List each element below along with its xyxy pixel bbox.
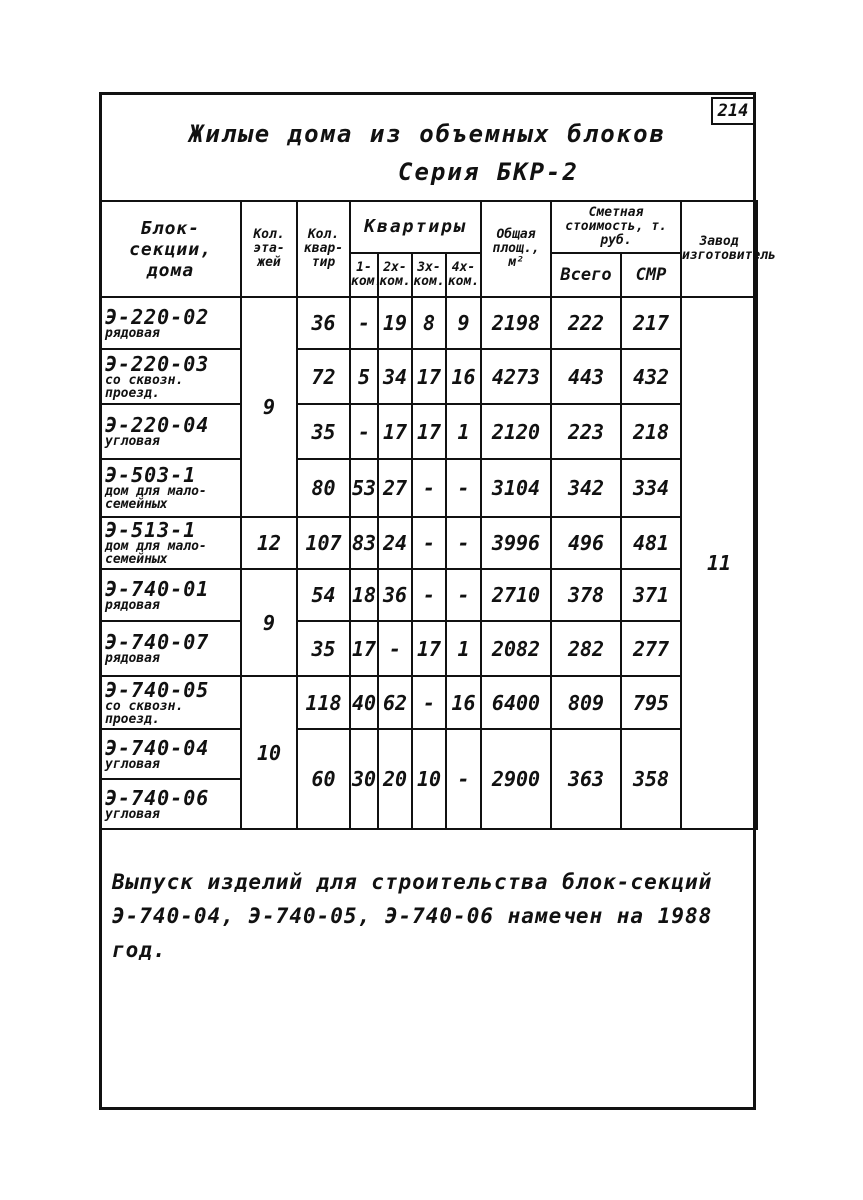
cost-smr-cell: 217: [621, 297, 681, 349]
cost-total-cell: 363: [551, 729, 621, 829]
apartments-cell: 36: [297, 297, 350, 349]
room3-cell: -: [412, 459, 446, 517]
area-cell: 2082: [481, 621, 551, 676]
header-floors: Кол. эта-жей: [241, 201, 297, 297]
room2-cell: 19: [378, 297, 412, 349]
block-name: Э-220-04 угловая: [100, 404, 241, 459]
room3-cell: -: [412, 569, 446, 621]
room1-cell: 83: [350, 517, 378, 569]
room3-cell: 17: [412, 404, 446, 459]
apartments-cell: 72: [297, 349, 350, 404]
series-title: Серия БКР-2: [398, 158, 579, 186]
header-total-area: Общая площ., м²: [481, 201, 551, 297]
floors-cell: 9: [241, 297, 297, 517]
header-apartments-count: Кол. квар-тир: [297, 201, 350, 297]
block-name: Э-740-01 рядовая: [100, 569, 241, 621]
apartments-cell: 118: [297, 676, 350, 729]
header-block-sections: Блок-секции, дома: [100, 201, 241, 297]
room1-cell: 18: [350, 569, 378, 621]
room3-cell: 17: [412, 621, 446, 676]
table-row: [100, 517, 757, 569]
table-row: [100, 459, 757, 517]
room4-cell: 9: [446, 297, 481, 349]
area-cell: 3104: [481, 459, 551, 517]
data-table: [99, 200, 776, 830]
block-name: Э-740-06 угловая: [100, 779, 241, 829]
header-manufacturer-plant: Завод изготовитель: [681, 201, 757, 297]
table-row: [100, 297, 757, 349]
table-row: [100, 676, 757, 729]
table-row: [100, 621, 757, 676]
room3-cell: -: [412, 517, 446, 569]
cost-total-cell: 443: [551, 349, 621, 404]
block-name: Э-220-03 со сквозн. проезд.: [100, 349, 241, 404]
room4-cell: 1: [446, 404, 481, 459]
room2-cell: 36: [378, 569, 412, 621]
apartments-cell: 80: [297, 459, 350, 517]
room4-cell: -: [446, 569, 481, 621]
cost-total-cell: 222: [551, 297, 621, 349]
area-cell: 4273: [481, 349, 551, 404]
room2-cell: 27: [378, 459, 412, 517]
area-cell: 2198: [481, 297, 551, 349]
area-cell: 6400: [481, 676, 551, 729]
room2-cell: 17: [378, 404, 412, 459]
room2-cell: 62: [378, 676, 412, 729]
table-row: [100, 729, 757, 779]
header-2-room: 2х-ком.: [378, 253, 412, 297]
room4-cell: -: [446, 517, 481, 569]
header-apartments: Квартиры: [350, 201, 481, 253]
floors-cell: 12: [241, 517, 297, 569]
room2-cell: 24: [378, 517, 412, 569]
plant-cell: 11: [681, 297, 757, 829]
table-row: [100, 404, 757, 459]
cost-smr-cell: 277: [621, 621, 681, 676]
header-1-room: 1-ком.: [350, 253, 378, 297]
footer-note: Выпуск изделий для строительства блок-секций Э-740-04, Э-740-05, Э-740-06 намечен на 1988 год.: [112, 870, 713, 962]
cost-smr-cell: 432: [621, 349, 681, 404]
room4-cell: -: [446, 459, 481, 517]
cost-total-cell: 282: [551, 621, 621, 676]
document-title: Жилые дома из объемных блоков: [188, 120, 667, 148]
area-cell: 2120: [481, 404, 551, 459]
block-name: Э-513-1 дом для мало-семейных: [100, 517, 241, 569]
room4-cell: 16: [446, 349, 481, 404]
apartments-cell: 35: [297, 621, 350, 676]
room1-cell: 40: [350, 676, 378, 729]
block-name: Э-220-02 рядовая: [100, 297, 241, 349]
block-name: Э-503-1 дом для мало-семейных: [100, 459, 241, 517]
cost-smr-cell: 371: [621, 569, 681, 621]
room1-cell: 53: [350, 459, 378, 517]
table-row: [100, 349, 757, 404]
room1-cell: -: [350, 297, 378, 349]
cost-smr-cell: 358: [621, 729, 681, 829]
floors-cell: 9: [241, 569, 297, 676]
room4-cell: 1: [446, 621, 481, 676]
room4-cell: 16: [446, 676, 481, 729]
cost-total-cell: 809: [551, 676, 621, 729]
room2-cell: 20: [378, 729, 412, 829]
block-name: Э-740-05 со сквозн. проезд.: [100, 676, 241, 729]
header-3-room: 3х-ком.: [412, 253, 446, 297]
header-cost-smr: СМР: [621, 253, 681, 297]
room2-cell: 34: [378, 349, 412, 404]
room1-cell: 5: [350, 349, 378, 404]
area-cell: 3996: [481, 517, 551, 569]
room3-cell: 17: [412, 349, 446, 404]
block-name: Э-740-04 угловая: [100, 729, 241, 779]
room3-cell: 10: [412, 729, 446, 829]
table-row: [100, 569, 757, 621]
cost-total-cell: 223: [551, 404, 621, 459]
cost-total-cell: 496: [551, 517, 621, 569]
room4-cell: -: [446, 729, 481, 829]
page-number: 214: [711, 97, 755, 125]
apartments-cell: 60: [297, 729, 350, 829]
header-estimated-cost: Сметная стоимость, т. руб.: [551, 201, 681, 253]
block-name: Э-740-07 рядовая: [100, 621, 241, 676]
area-cell: 2710: [481, 569, 551, 621]
header-cost-total: Всего: [551, 253, 621, 297]
cost-smr-cell: 334: [621, 459, 681, 517]
room1-cell: 30: [350, 729, 378, 829]
floors-cell: 10: [241, 676, 297, 829]
cost-smr-cell: 795: [621, 676, 681, 729]
room3-cell: 8: [412, 297, 446, 349]
apartments-cell: 107: [297, 517, 350, 569]
room3-cell: -: [412, 676, 446, 729]
cost-total-cell: 378: [551, 569, 621, 621]
header-4-room: 4х-ком.: [446, 253, 481, 297]
room2-cell: -: [378, 621, 412, 676]
cost-total-cell: 342: [551, 459, 621, 517]
room1-cell: -: [350, 404, 378, 459]
apartments-cell: 54: [297, 569, 350, 621]
apartments-cell: 35: [297, 404, 350, 459]
cost-smr-cell: 218: [621, 404, 681, 459]
cost-smr-cell: 481: [621, 517, 681, 569]
room1-cell: 17: [350, 621, 378, 676]
area-cell: 2900: [481, 729, 551, 829]
